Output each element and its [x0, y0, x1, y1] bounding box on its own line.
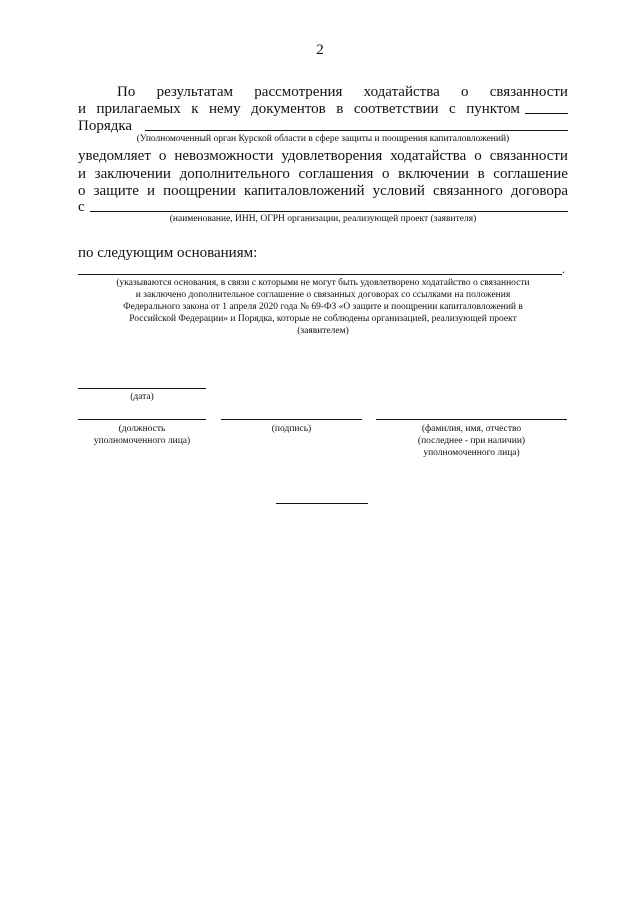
grounds-caption [78, 277, 568, 337]
word: документов [251, 101, 326, 117]
word: включении [398, 166, 469, 182]
word: невозможности [174, 148, 274, 164]
word: о [382, 166, 390, 182]
word: связанности [489, 84, 568, 100]
para1-line2 [78, 99, 520, 119]
para2-line3 [78, 181, 568, 201]
word: в [336, 101, 344, 117]
word: ходатайства [363, 84, 440, 100]
word: уведомляет [78, 148, 151, 164]
word: рассмотрения [254, 84, 343, 100]
word: удовлетворения [281, 148, 383, 164]
word: прилагаемых [96, 101, 181, 117]
grounds-caption-line: и заключено дополнительное соглашение о связанных договорах со ссылками на положения [135, 290, 511, 300]
organization-blank[interactable] [90, 211, 568, 212]
signature-caption: (подпись) [271, 424, 312, 434]
word: и [147, 183, 156, 199]
word: и [78, 166, 87, 182]
date-caption: (дата) [130, 392, 154, 402]
full-name-blank[interactable] [376, 419, 567, 420]
word: ходатайства [390, 148, 467, 164]
order-label: Порядка [78, 118, 133, 134]
grounds-caption-line: Федерального закона от 1 апреля 2020 года № 69-ФЗ «О защите и поощрении капиталовложений в [123, 302, 523, 312]
grounds-blank[interactable] [78, 274, 562, 275]
end-separator [276, 503, 368, 504]
grounds-label: по следующим основаниям: [78, 245, 258, 261]
word: защите [93, 183, 139, 199]
word: связанности [489, 148, 568, 164]
word: По [117, 84, 136, 100]
position-caption-line: уполномоченного лица) [93, 436, 191, 446]
grounds-caption-line: Российской Федерации» и Порядка, которые не соблюдены организацией, реализующей проект [129, 314, 517, 324]
word: соглашения [298, 166, 374, 182]
word: о [158, 148, 167, 164]
word: и [78, 101, 87, 117]
grounds-caption-line: (указываются основания, в связи с которыми не могут быть удовлетворено ходатайство о связанности [116, 278, 530, 288]
position-caption-line: (должность [118, 424, 166, 434]
word: к [191, 101, 199, 117]
word: пунктом [466, 101, 520, 117]
full-name-caption-line: (фамилия, имя, отчество [421, 424, 522, 434]
full-name-caption [376, 423, 567, 459]
with-label: с [78, 199, 85, 215]
word: связанного [432, 183, 503, 199]
clause-number-blank[interactable] [525, 113, 568, 114]
word: результатам [156, 84, 234, 100]
word: в [477, 166, 485, 182]
position-caption [64, 423, 220, 447]
word: о [461, 84, 469, 100]
word: о [78, 183, 86, 199]
full-name-caption-line: (последнее - при наличии) [417, 436, 526, 446]
authority-caption: (Уполномоченный орган Курской области в сфере защиты и поощрения капиталовложений) [136, 134, 510, 144]
word: о [474, 148, 482, 164]
para2-line1 [78, 146, 568, 166]
date-blank[interactable] [78, 388, 206, 389]
word: договора [510, 183, 568, 199]
word: соглашение [493, 166, 568, 182]
word: соответствии [353, 101, 439, 117]
word: нему [208, 101, 241, 117]
authority-blank[interactable] [145, 130, 568, 131]
signature-blank[interactable] [221, 419, 362, 420]
word: с [449, 101, 456, 117]
grounds-period: . [562, 262, 565, 276]
grounds-caption-line: (заявителем) [297, 326, 349, 336]
word: заключении [94, 166, 171, 182]
page-number: 2 [316, 42, 324, 58]
position-blank[interactable] [78, 419, 206, 420]
full-name-caption-line: уполномоченного лица) [423, 448, 520, 458]
word: поощрении [163, 183, 236, 199]
word: дополнительного [179, 166, 290, 182]
word: капиталовложений [244, 183, 365, 199]
word: условий [372, 183, 425, 199]
organization-caption: (наименование, ИНН, ОГРН организации, реализующей проект (заявителя) [169, 214, 477, 224]
